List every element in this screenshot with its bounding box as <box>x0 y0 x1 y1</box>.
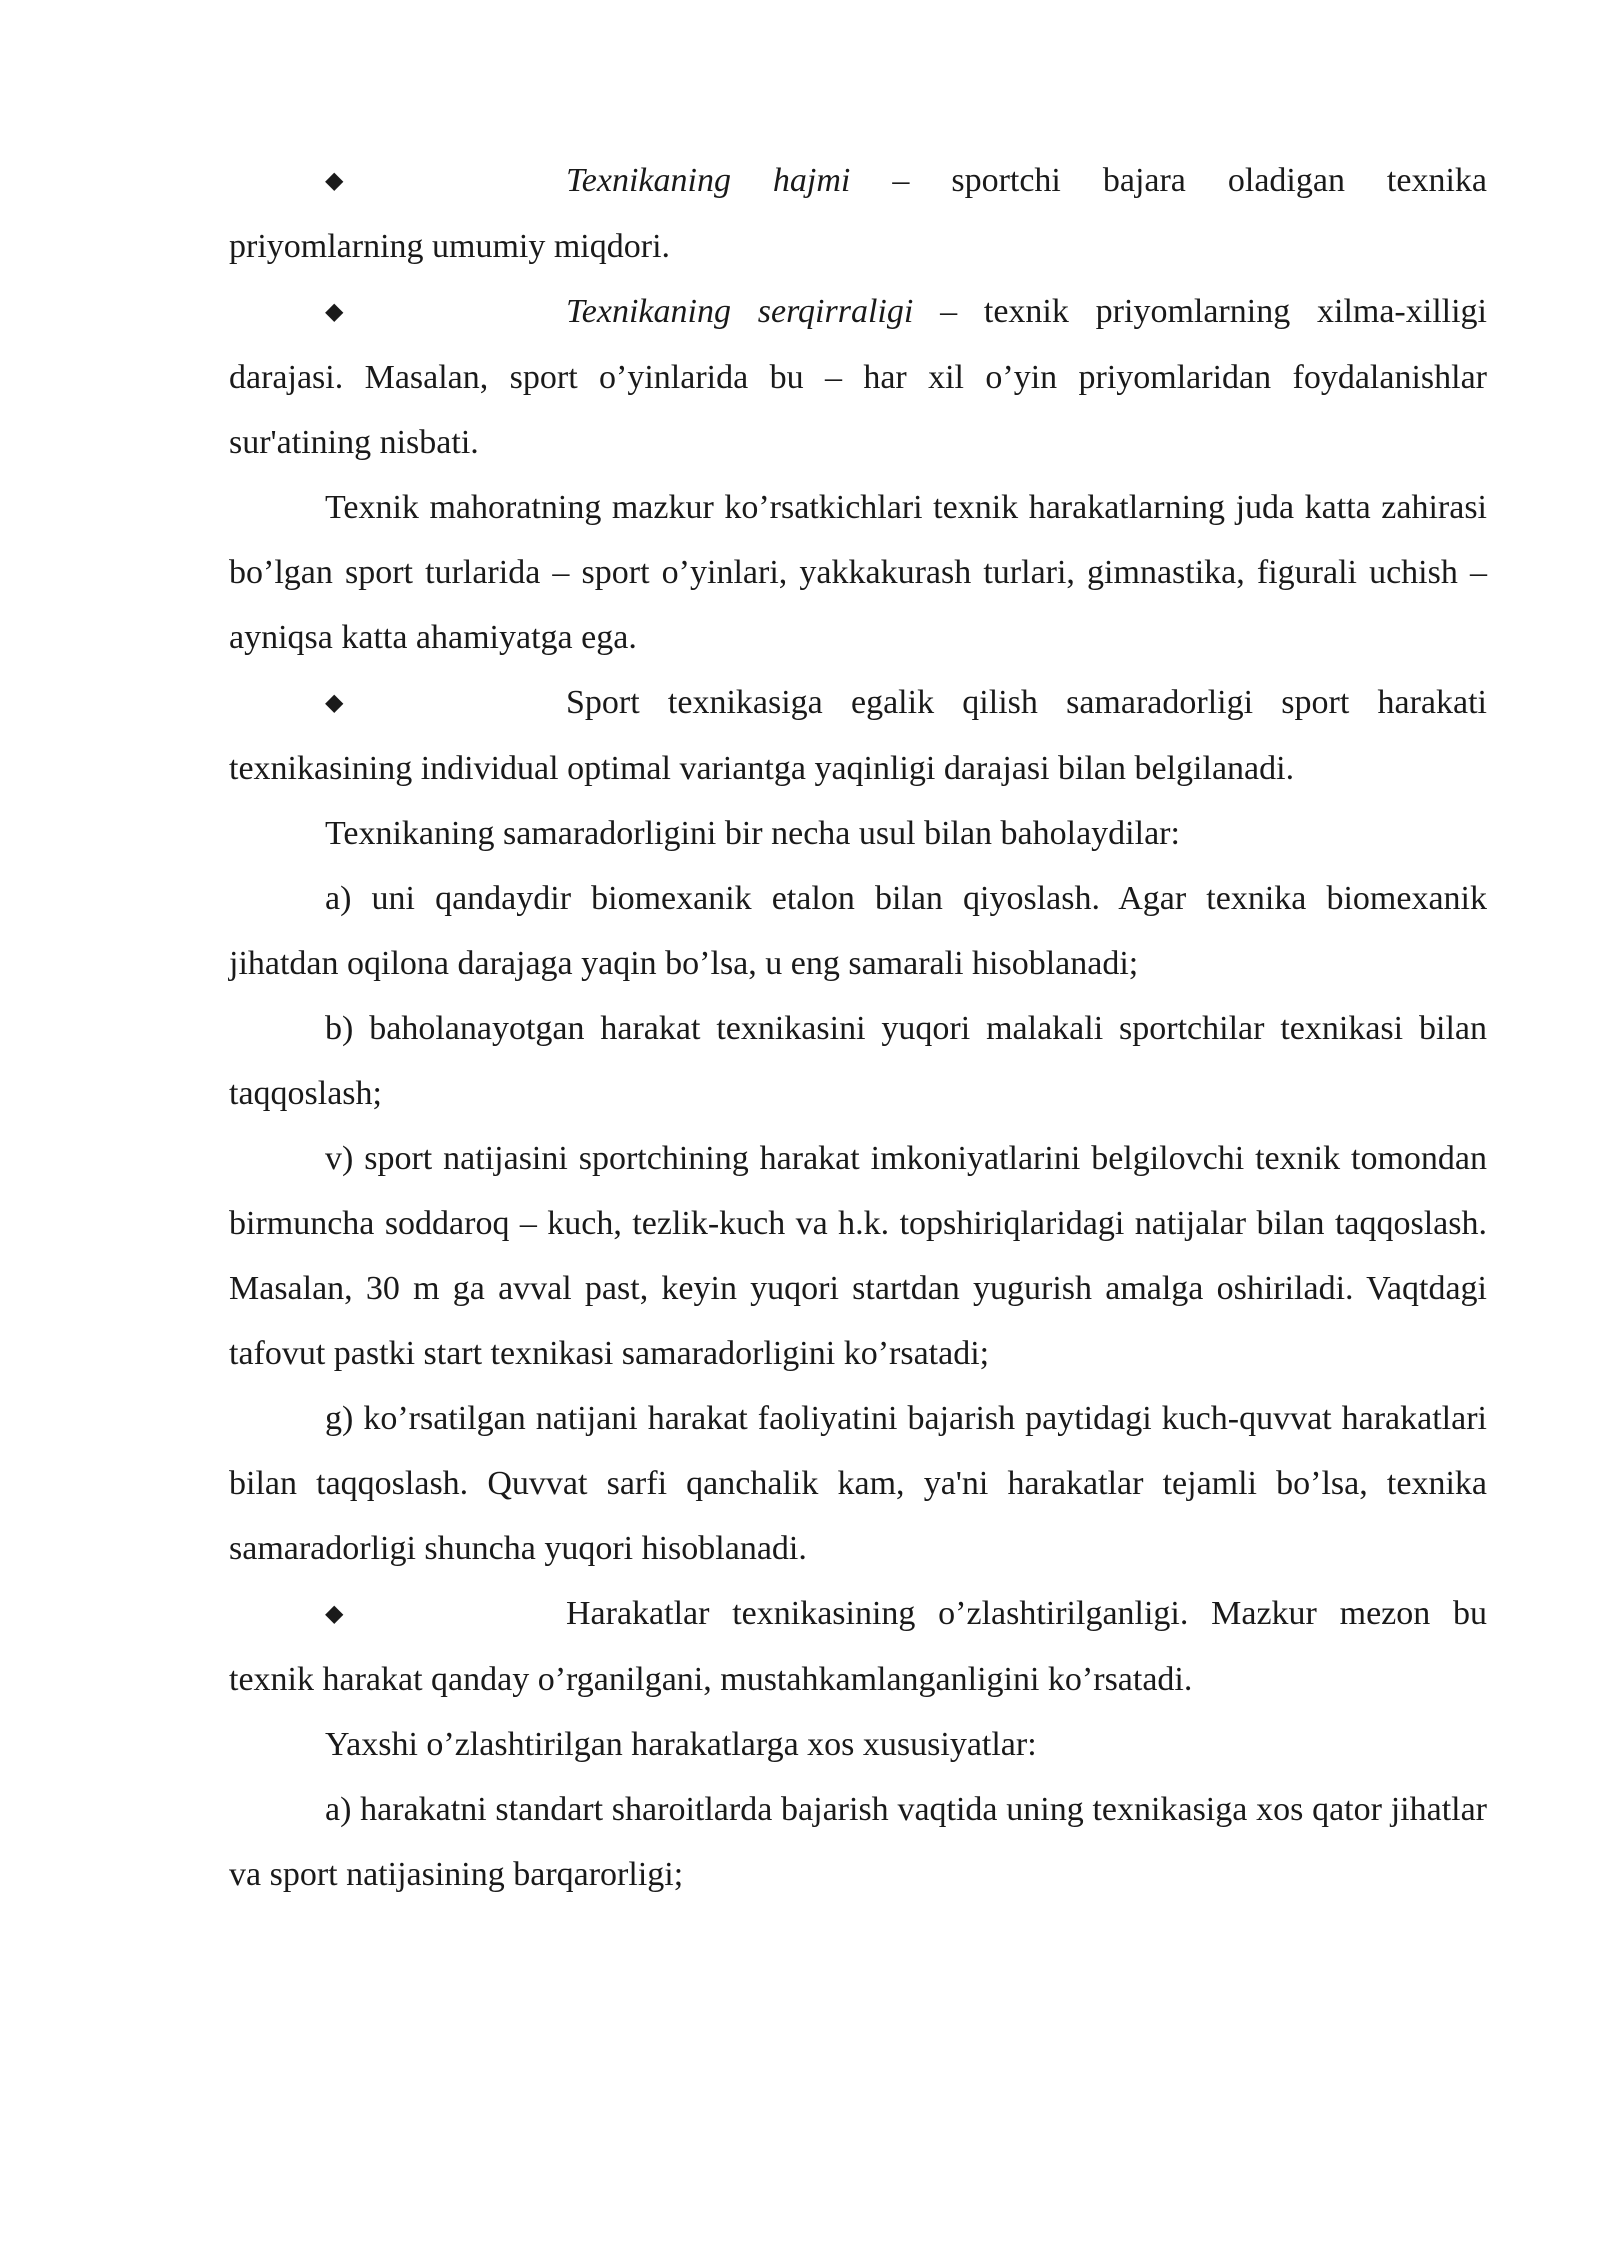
paragraph-evaluation-intro: Texnikaning samaradorligini bir necha usul bilan baholaydilar: <box>325 815 1180 852</box>
list-item-a-stability: a) harakatni standart sharoitlarda bajarish vaqtida uning texnikasiga xos qator jihatlar va sport natijasining barqarorligi; <box>229 1791 1487 1893</box>
bullet-paragraph-mastery: ◆ Harakatlar texnikasining o’zlashtirilganligi. Mazkur mezon bu texnik harakat qanday o’rganilgani, mustahkamlanganligini ko’rsatadi. <box>229 1595 1487 1698</box>
paragraph-indicators: Texnik mahoratning mazkur ko’rsatkichlari texnik harakatlarning juda katta zahirasi bo’lgan sport turlarida – sport o’yinlari, yakkakurash turlari, gimnastika, figurali uchish – ayniqsa katta ahamiyatga ega. <box>229 489 1487 656</box>
term-technique-versatility: Texnikaning serqirraligi <box>566 293 914 330</box>
paragraph-text: Harakatlar texnikasining o’zlashtirilganligi. Mazkur mezon bu texnik harakat qanday o’rganilgani, mustahkamlanganligini ko’rsatadi. <box>229 1595 1487 1698</box>
bullet-paragraph-technique-versatility: ◆ Texnikaning serqirraligi – texnik priyomlarning xilma-xilligi darajasi. Masalan, sport o’yinlarida bu – har xil o’yin priyomlaridan foydalanishlar sur'atining nisbati. <box>229 293 1487 461</box>
paragraph-mastery-features-intro: Yaxshi o’zlashtirilgan harakatlarga xos xususiyatlar: <box>325 1726 1037 1763</box>
paragraph-text: – sportchi bajara oladigan texnika priyomlarning umumiy miqdori. <box>229 162 1487 265</box>
bullet-paragraph-technique-volume: ◆ Texnikaning hajmi – sportchi bajara oladigan texnika priyomlarning umumiy miqdori. <box>229 162 1487 265</box>
term-technique-volume: Texnikaning hajmi <box>566 162 851 199</box>
paragraph-text: – texnik priyomlarning xilma-xilligi darajasi. Masalan, sport o’yinlarida bu – har xil o’yin priyomlaridan foydalanishlar sur'atining nisbati. <box>229 293 1487 461</box>
document-page <box>229 148 1487 1907</box>
list-item-v: v) sport natijasini sportchining harakat imkoniyatlarini belgilovchi texnik tomondan birmuncha soddaroq – kuch, tezlik-kuch va h.k. topshiriqlaridagi natijalar bilan taqqoslash. Masalan, 30 m ga avval past, keyin yuqori startdan yugurish amalga oshiriladi. Vaqtdagi tafovut pastki start texnikasi samaradorligini ko’rsatadi; <box>229 1140 1487 1372</box>
paragraph-text: Sport texnikasiga egalik qilish samaradorligi sport harakati texnikasining individual optimal variantga yaqinligi darajasi bilan belgilanadi. <box>229 684 1487 787</box>
list-item-a: a) uni qandaydir biomexanik etalon bilan qiyoslash. Agar texnika biomexanik jihatdan oqilona darajaga yaqin bo’lsa, u eng samarali hisoblanadi; <box>229 880 1487 982</box>
bullet-paragraph-effectiveness: ◆ Sport texnikasiga egalik qilish samaradorligi sport harakati texnikasining individual optimal variantga yaqinligi darajasi bilan belgilanadi. <box>229 684 1487 787</box>
list-item-g: g) ko’rsatilgan natijani harakat faoliyatini bajarish paytidagi kuch-quvvat harakatlari bilan taqqoslash. Quvvat sarfi qanchalik kam, ya'ni harakatlar tejamli bo’lsa, texnika samaradorligi shuncha yuqori hisoblanadi. <box>229 1400 1487 1567</box>
list-item-b: b) baholanayotgan harakat texnikasini yuqori malakali sportchilar texnikasi bilan taqqoslash; <box>229 1010 1487 1112</box>
